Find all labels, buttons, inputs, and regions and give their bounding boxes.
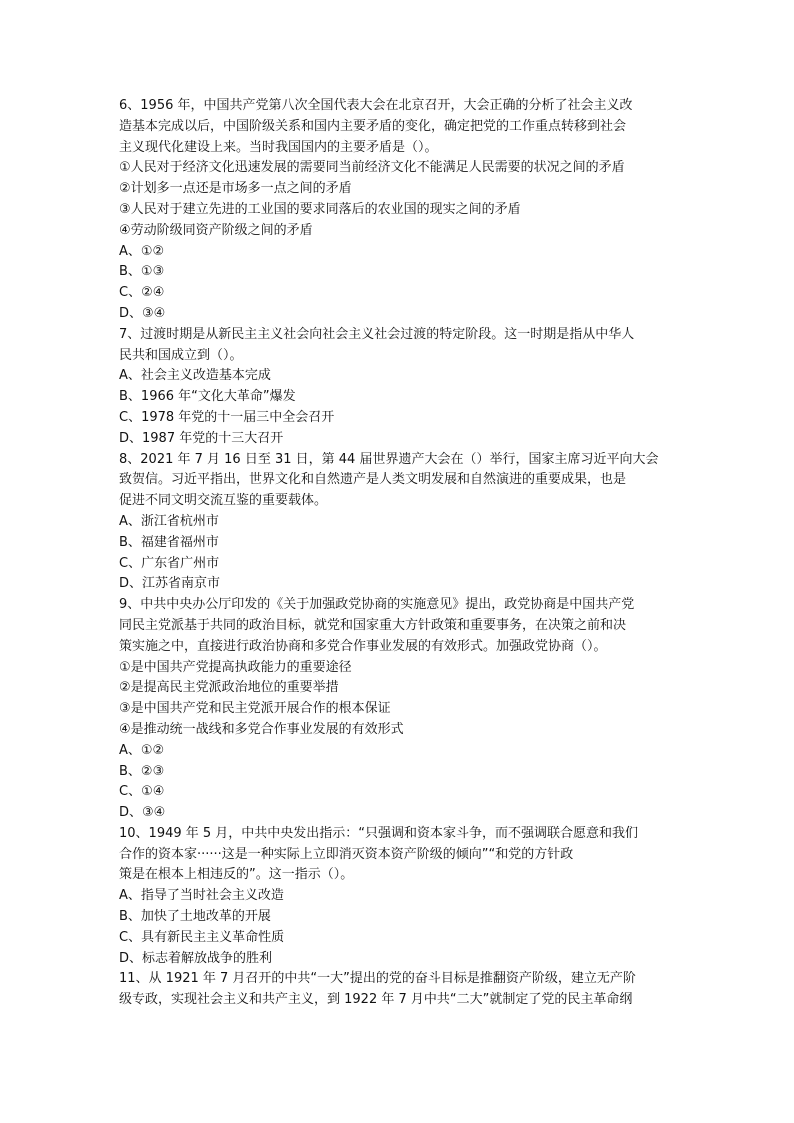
answer-option: C、具有新民主主义革命性质 [119, 929, 285, 945]
answer-option: C、广东省广州市 [119, 555, 220, 571]
answer-option: A、指导了当时社会主义改造 [119, 888, 284, 904]
answer-option: B、①③ [119, 264, 165, 280]
question-8-text: 8、2021 年 7 月 16 日至 31 日，第 44 届世界遗产大会在（）举行，国家主席习近平向大会 [119, 451, 659, 467]
question-8-text: 促进不同文明交流互鉴的重要载体。 [119, 493, 328, 509]
statement-item: ③人民对于建立先进的工业国的要求同落后的农业国的现实之间的矛盾 [119, 201, 521, 217]
question-10-text: 策是在根本上相违反的”。这一指示（）。 [119, 867, 354, 883]
statement-item: ④劳动阶级同资产阶级之间的矛盾 [119, 222, 313, 238]
answer-option: D、标志着解放战争的胜利 [119, 950, 273, 966]
answer-option: A、①② [119, 742, 165, 758]
answer-option: B、1966 年“文化大革命”爆发 [119, 389, 296, 405]
answer-option: A、浙江省杭州市 [119, 513, 219, 529]
statement-item: ①人民对于经济文化迅速发展的需要同当前经济文化不能满足人民需要的状况之间的矛盾 [119, 160, 625, 176]
answer-option: B、加快了土地改革的开展 [119, 909, 271, 925]
question-9-text: 9、中共中央办公厅印发的《关于加强政党协商的实施意见》提出，政党协商是中国共产党 [119, 597, 635, 613]
answer-option: D、江苏省南京市 [119, 576, 221, 592]
answer-option: D、1987 年党的十三大召开 [119, 430, 284, 446]
question-8-text: 致贺信。习近平指出，世界文化和自然遗产是人类文明发展和自然演进的重要成果，也是 [119, 472, 627, 488]
statement-item: ①是中国共产党提高执政能力的重要途径 [119, 659, 352, 675]
statement-item: ③是中国共产党和民主党派开展合作的根本保证 [119, 701, 391, 717]
answer-option: D、③④ [119, 805, 166, 821]
answer-option: C、1978 年党的十一届三中全会召开 [119, 409, 335, 425]
answer-option: A、社会主义改造基本完成 [119, 368, 271, 384]
answer-option: D、③④ [119, 305, 166, 321]
question-7-text: 7、过渡时期是从新民主主义社会向社会主义社会过渡的特定阶段。这一时期是指从中华人 [119, 326, 635, 342]
question-9-text: 同民主党派基于共同的政治目标，就党和国家重大方针政策和重要事务，在决策之前和决 [119, 617, 627, 633]
question-6-text: 造基本完成以后，中国阶级关系和国内主要矛盾的变化，确定把党的工作重点转移到社会 [119, 118, 627, 134]
answer-option: B、②③ [119, 763, 165, 779]
question-6-text: 6、1956 年，中国共产党第八次全国代表大会在北京召开，大会正确的分析了社会主义改 [119, 98, 633, 113]
question-10-text: 合作的资本家······这是一种实际上立即消灭资本资产阶级的倾向”“和党的方针政 [119, 846, 574, 862]
question-10-text: 10、1949 年 5 月，中共中央发出指示：“只强调和资本家斗争，而不强调联合愿意和我们 [119, 825, 639, 841]
statement-item: ②计划多一点还是市场多一点之间的矛盾 [119, 181, 352, 197]
answer-option: B、福建省福州市 [119, 534, 219, 550]
question-11-text: 级专政，实现社会主义和共产主义，到 1922 年 7 月中共“二大”就制定了党的民主革命纲 [119, 992, 633, 1008]
answer-option: C、②④ [119, 285, 165, 301]
statement-item: ②是提高民主党派政治地位的重要举措 [119, 680, 339, 696]
question-7-text: 民共和国成立到（）。 [119, 347, 243, 363]
document-body [119, 96, 679, 1011]
question-9-text: 策实施之中，直接进行政治协商和多党合作事业发展的有效形式。加强政党协商（）。 [119, 638, 607, 654]
statement-item: ④是推动统一战线和多党合作事业发展的有效形式 [119, 721, 404, 737]
answer-option: A、①② [119, 243, 165, 259]
question-11-text: 11、从 1921 年 7 月召开的中共“一大”提出的党的奋斗目标是推翻资产阶级，建立无产阶 [119, 971, 636, 987]
question-6-text: 主义现代化建设上来。当时我国国内的主要矛盾是（）。 [119, 139, 438, 155]
answer-option: C、①④ [119, 784, 165, 800]
